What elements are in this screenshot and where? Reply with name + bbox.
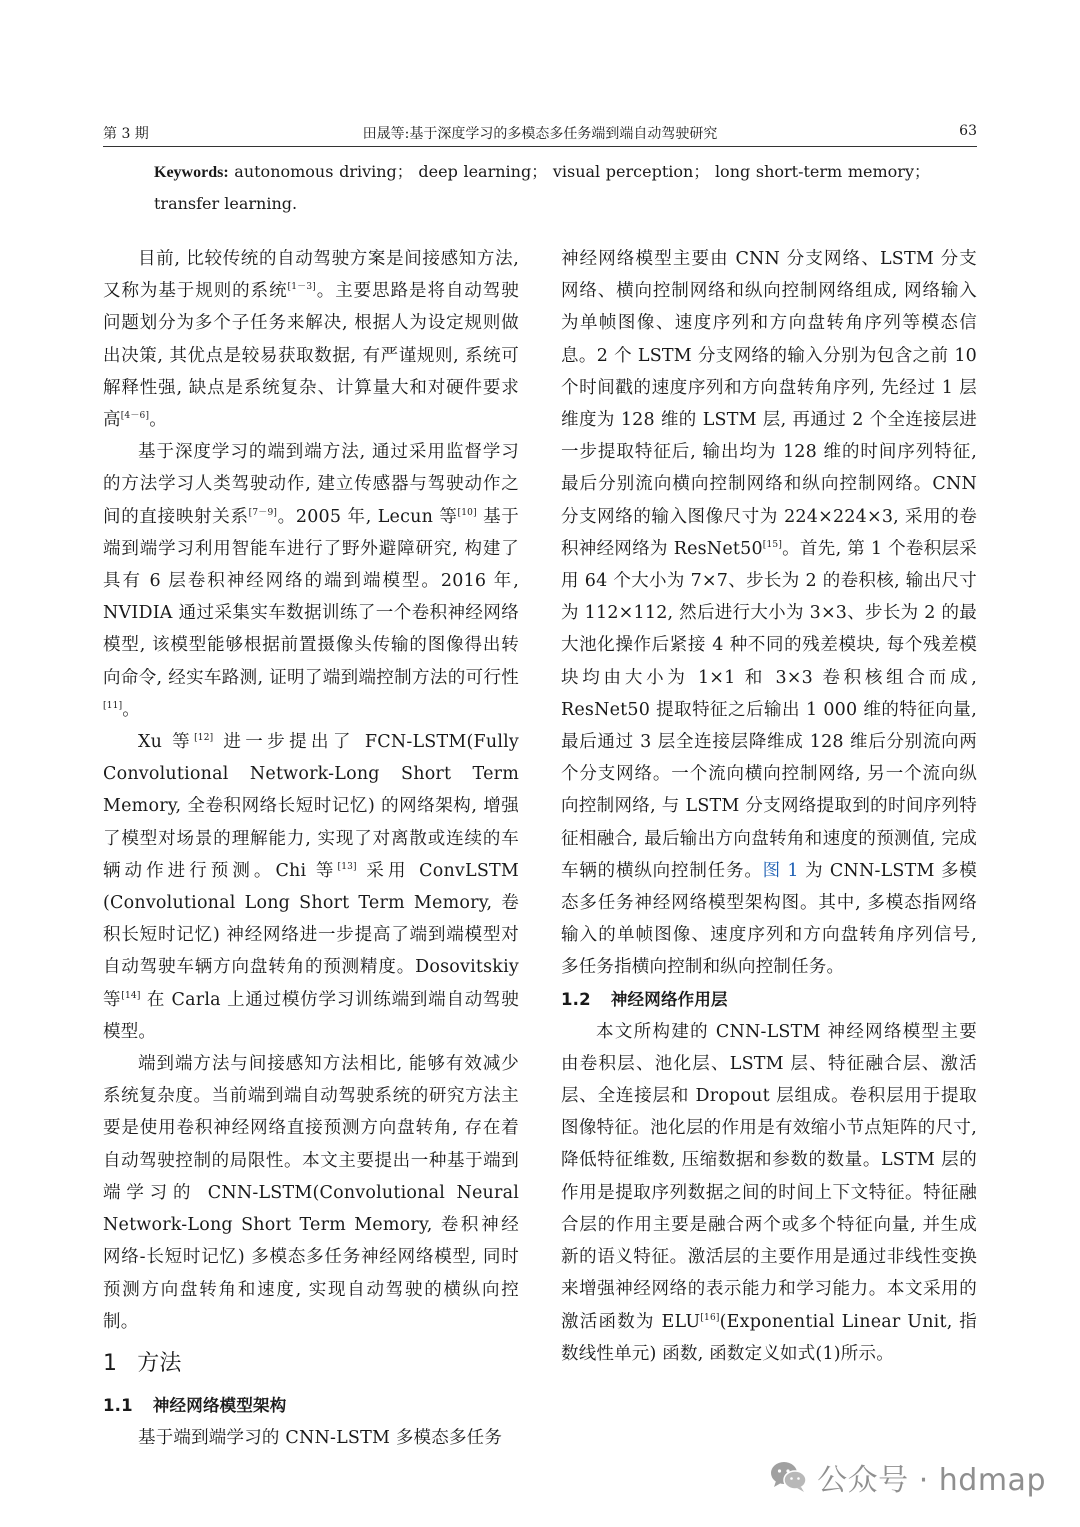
text-run: 基于深度学习的端到端方法, 通过采用监督学习的方法学习人类驾驶动作, 建立传感器与驾驶动作之间的直接映射关系 [103, 442, 519, 527]
left-column [103, 243, 519, 1454]
figure-reference-link[interactable]: 图 1 [762, 860, 799, 881]
section-heading [103, 1348, 519, 1380]
paragraph [561, 243, 977, 984]
citation: [10] [457, 507, 477, 518]
subsection-number: 1.2 [561, 989, 591, 1009]
page-number: 63 [959, 123, 977, 139]
text-run: 。首先, 第 1 个卷积层采用 64 个大小为 7×7、步长为 2 的卷积核, 输出尺寸为 112×112, 然后进行大小为 3×3、步长为 2 的最大池化操作后紧接 4 种不同的残差模块, 每个残差模块均由大小为 1×1 和 3×3 卷积核组合而成, ResNet50 提取特征之后输出 1 000 维的特征向量, 最后通过 3 层全连接层降维成 128 维后分别流向两个分支网络。一个流向横向控制网络, 另一个流向纵向控制网络, 与 LSTM 分支网络提取到的时间序列特征相融合, 最后输出方向盘转角和速度的预测值, 完成车辆的横纵向控制任务。 [561, 538, 978, 881]
citation: [7－9] [248, 507, 278, 518]
paragraph: 基于端到端学习的 CNN-LSTM 多模态多任务 [138, 1427, 503, 1448]
paragraph [561, 1016, 977, 1370]
text-run: 。2005 年, Lecun 等 [277, 506, 458, 527]
text-run: 在 Carla 上通过模仿学习训练端到端自动驾驶模型。 [103, 989, 519, 1042]
text-run: (Exponential Linear Unit, 指数线性单元) 函数, 函数定义如式(1)所示。 [561, 1311, 977, 1364]
text-run: 。 [122, 699, 140, 720]
subsection-number: 1.1 [103, 1395, 133, 1415]
section-title: 方法 [137, 1350, 182, 1376]
citation: [4－6] [120, 411, 150, 422]
keywords-label: Keywords: [154, 164, 229, 181]
text-run: 目前, 比较传统的自动驾驶方案是间接感知方法, 又称为基于规则的系统 [103, 249, 519, 302]
section-number: 1 [103, 1350, 118, 1376]
subsection-title: 神经网络作用层 [610, 989, 728, 1009]
text-run: 基于端到端学习利用智能车进行了野外避障研究, 构建了具有 6 层卷积神经网络的端到端模型。2016 年, NVIDIA 通过采集实车数据训练了一个卷积神经网络模型, 该模型能够根据前置摄像头传输的图像得出转向命令, 经实车路测, 证明了端到端控制方法的可行性 [103, 506, 519, 688]
right-column [561, 243, 977, 1370]
citation: [12] [194, 733, 214, 744]
citation: [15] [762, 539, 783, 550]
subsection-heading [561, 984, 977, 1016]
text-run: 进一步提出了 FCN-LSTM(Fully Convolutional Network-Long Short Term Memory, 全卷积网络长短时记忆) 的网络架构, 增强了模型对场景的理解能力, 实现了对离散或连续的车辆动作进行预测。Chi 等 [103, 732, 519, 881]
citation: [1－3] [287, 282, 317, 293]
paragraph [103, 243, 519, 436]
text-run: 。主要思路是将自动驾驶问题划分为多个子任务来解决, 根据人为设定规则做出决策, 其优点是较易获取数据, 有严谨规则, 系统可解释性强, 缺点是系统复杂、计算量大和对硬件要求高 [103, 281, 519, 431]
citation: [11] [103, 700, 123, 711]
wechat-icon [769, 1460, 809, 1494]
citation: [16] [700, 1312, 720, 1323]
paragraph [103, 726, 519, 1048]
keywords-text: autonomous driving； deep learning； visual perception； long short-term memory； transfer learning. [154, 162, 930, 213]
watermark-text: 公众号 · hdmap [817, 1463, 1046, 1498]
text-run: 神经网络模型主要由 CNN 分支网络、LSTM 分支网络、横向控制网络和纵向控制网络组成, 网络输入为单帧图像、速度序列和方向盘转角序列等模态信息。2 个 LSTM 分支网络的输入分别为包含之前 10 个时间戳的速度序列和方向盘转角序列, 先经过 1 层维度为 128 维的 LSTM 层, 再通过 2 个全连接层进一步提取特征后, 输出均为 128 维的时间序列特征, 最后分别流向横向控制网络和纵向控制网络。CNN 分支网络的输入图像尺寸为 224×224×3, 采用的卷积神经网络为 ResNet50 [561, 249, 977, 559]
citation: [13] [337, 861, 357, 872]
paragraph [103, 436, 519, 726]
keywords-block [154, 156, 930, 219]
running-header [103, 120, 977, 147]
text-run: 采用 ConvLSTM (Convolutional Long Short Term Memory, 卷积长短时记忆) 神经网络进一步提高了端到端模型对自动驾驶车辆方向盘转角的预测精度。Dosovitskiy 等 [103, 860, 519, 1010]
subsection-heading [103, 1390, 519, 1422]
text-run: 。 [149, 410, 167, 431]
subsection-title: 神经网络模型架构 [152, 1395, 287, 1415]
watermark [769, 1457, 1046, 1497]
paragraph: 端到端方法与间接感知方法相比, 能够有效减少系统复杂度。当前端到端自动驾驶系统的研究方法主要是使用卷积神经网络直接预测方向盘转角, 存在着自动驾驶控制的局限性。本文主要提出一种基于端到端学习的 CNN-LSTM(Convolutional Neural Network-Long Short Term Memory, 卷积神经网络-长短时记忆) 多模态多任务神经网络模型, 同时预测方向盘转角和速度, 实现自动驾驶的横纵向控制。 [103, 1054, 519, 1332]
text-run: Xu 等 [138, 732, 195, 753]
running-title: 田晟等:基于深度学习的多模态多任务端到端自动驾驶研究 [362, 126, 718, 142]
citation: [14] [121, 990, 141, 1001]
issue-number: 第 3 期 [103, 126, 149, 142]
text-run: 为 CNN-LSTM 多模态多任务神经网络模型架构图。其中, 多模态指网络输入的单帧图像、速度序列和方向盘转角序列信号, 多任务指横向控制和纵向控制任务。 [561, 860, 977, 978]
text-run: 本文所构建的 CNN-LSTM 神经网络模型主要由卷积层、池化层、LSTM 层、特征融合层、激活层、全连接层和 Dropout 层组成。卷积层用于提取图像特征。池化层的作用是有效缩小节点矩阵的尺寸, 降低特征维数, 压缩数据和参数的数量。LSTM 层的作用是提取序列数据之间的时间上下文特征。特征融合层的作用主要是融合两个或多个特征向量, 并生成新的语义特征。激活层的主要作用是通过非线性变换来增强神经网络的表示能力和学习能力。本文采用的激活函数为 ELU [561, 1021, 977, 1332]
